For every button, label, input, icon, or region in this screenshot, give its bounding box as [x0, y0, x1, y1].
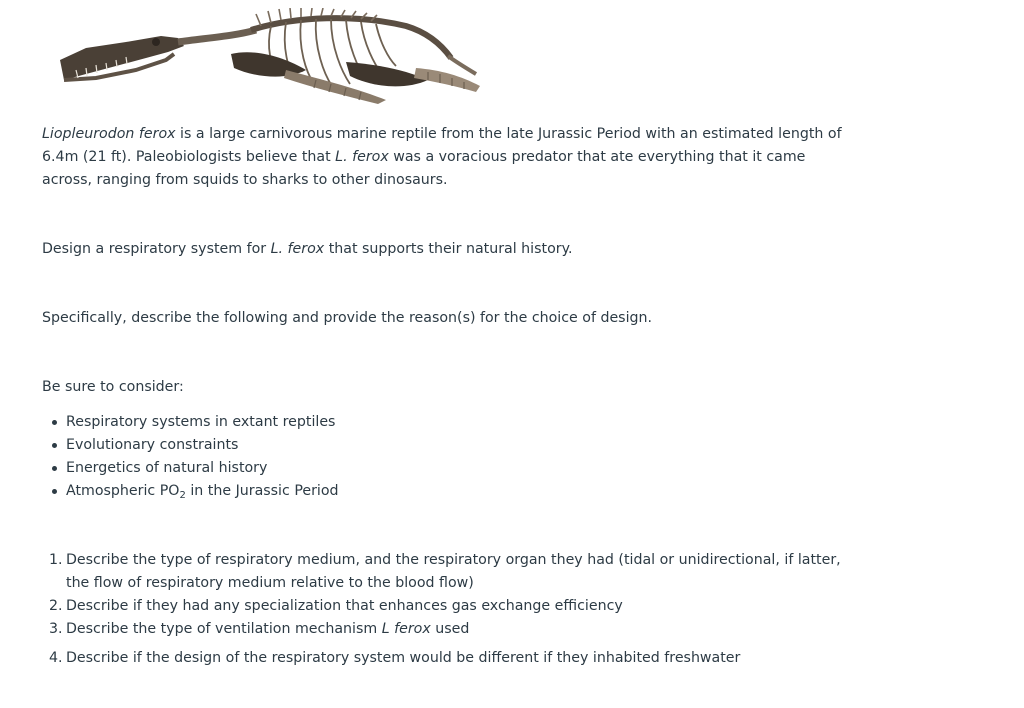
consider-list: [42, 411, 339, 503]
species-abbrev: L. ferox: [335, 149, 389, 165]
list-item: Evolutionary constraints: [42, 434, 339, 457]
question-text: Describe if the design of the respiratory system would be different if they inhabited freshwater: [66, 650, 741, 666]
fossil-skeleton-image: [56, 8, 484, 104]
question-number: 2.: [49, 598, 63, 614]
question-number: 4.: [49, 650, 63, 666]
design-species-abbrev: L. ferox: [270, 241, 325, 257]
consider-heading: [42, 376, 842, 399]
question-number: 1.: [49, 552, 63, 568]
question-text: Describe the type of respiratory medium, and the respiratory organ they had (tidal or unidirectional, if latter, the flow of respiratory medium relative to the blood flow): [66, 552, 841, 591]
species-name: Liopleurodon ferox: [42, 126, 176, 142]
question-item: [42, 549, 862, 595]
question-number: 3.: [49, 621, 63, 637]
question-item: [42, 647, 862, 670]
question-item: [42, 595, 862, 618]
question-list: [42, 549, 862, 670]
specific-text: Specifically, describe the following and provide the reason(s) for the choice of design.: [42, 310, 653, 326]
question-item: [42, 618, 862, 641]
intro-text-part1: is a large carnivorous marine reptile from the late Jurassic Period with an estimated length of 6.4m (21 ft). Paleobiologists believe that: [42, 126, 842, 165]
question-text: Describe if they had any specialization that enhances gas exchange efficiency: [66, 598, 623, 614]
design-prompt: [42, 238, 842, 261]
list-item: Energetics of natural history: [42, 457, 339, 480]
design-text-part1: Design a respiratory system for: [42, 241, 271, 257]
intro-text-part2: was a voracious predator that ate everything that it came across, ranging from squids to sharks to other dinosaurs.: [42, 149, 806, 188]
intro-paragraph: [42, 123, 842, 192]
list-item: Respiratory systems in extant reptiles: [42, 411, 339, 434]
question-text-prefix: Describe the type of ventilation mechanism: [66, 621, 382, 637]
question-text-suffix: used: [430, 621, 470, 637]
list-item: Atmospheric $PO_2$ in the Jurassic Period: [42, 480, 339, 503]
question-species: L ferox: [381, 621, 431, 637]
consider-heading-text: Be sure to consider:: [42, 379, 184, 395]
design-text-part2: that supports their natural history.: [324, 241, 573, 257]
specific-instructions: [42, 307, 842, 330]
